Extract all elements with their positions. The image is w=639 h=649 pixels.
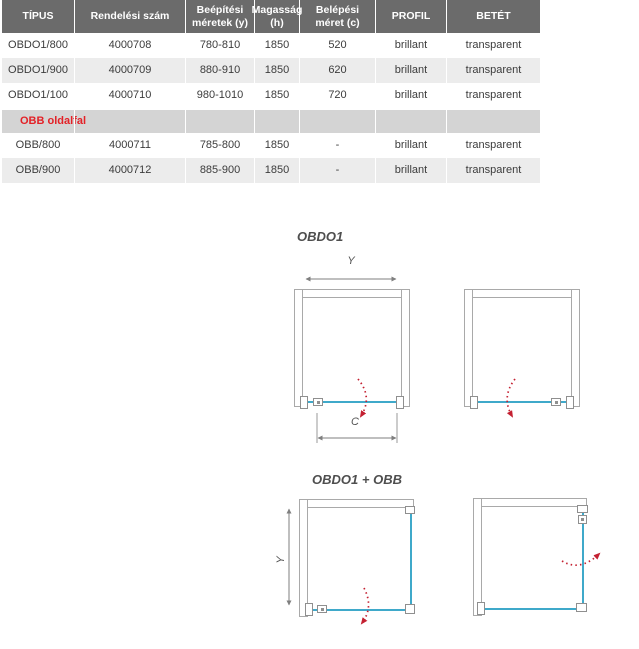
wall-top <box>299 499 414 508</box>
table-cell: 1850 <box>254 158 299 183</box>
frame-top <box>464 289 580 298</box>
dimension-label-y-vertical: Y <box>275 556 287 564</box>
table-cell: 4000711 <box>74 133 185 158</box>
hinge-fitting-left <box>477 602 485 615</box>
table-section-row <box>2 110 540 133</box>
dimension-label-c: C <box>351 416 359 428</box>
table-cell: OBB/900 <box>15 164 61 176</box>
column-header: BETÉT <box>446 0 540 33</box>
corner-fitting-top <box>577 505 588 513</box>
wall-left <box>299 499 308 617</box>
table-cell: transparent <box>446 158 540 183</box>
table-cell: brillant <box>375 158 446 183</box>
wall-left <box>473 498 482 616</box>
table-row <box>2 58 540 83</box>
table-cell: transparent <box>446 83 540 108</box>
table-cell: transparent <box>446 58 540 83</box>
section-label: OBB oldalfal <box>20 115 87 127</box>
table-cell: transparent <box>446 133 540 158</box>
table-cell: 1850 <box>254 83 299 108</box>
table-cell: 620 <box>299 58 375 83</box>
swing-arrow-icon <box>498 375 532 427</box>
column-header: Rendelési szám <box>74 0 185 33</box>
table-row <box>2 83 540 108</box>
table-cell: 520 <box>299 33 375 58</box>
door-handle-icon <box>317 605 327 613</box>
dimension-line-y <box>301 274 401 284</box>
hinge-fitting-right <box>566 396 574 409</box>
table-cell <box>254 110 299 133</box>
table-cell: 720 <box>299 83 375 108</box>
table-cell <box>185 110 254 133</box>
table-cell: 885-900 <box>185 158 254 183</box>
hinge-fitting-left <box>305 603 313 616</box>
table-cell: brillant <box>375 58 446 83</box>
table-cell <box>74 110 185 133</box>
glass-side-panel <box>410 512 412 608</box>
column-header: TÍPUS <box>22 10 54 23</box>
glass-side-panel <box>482 608 584 610</box>
dimension-line-y-vertical <box>283 504 295 610</box>
hinge-fitting-right <box>396 396 404 409</box>
table-cell: 880-910 <box>185 58 254 83</box>
table-row <box>2 158 540 183</box>
hinge-fitting-left <box>300 396 308 409</box>
table-cell: brillant <box>375 133 446 158</box>
column-header: Beépítési méretek (y) <box>185 0 254 33</box>
table-row <box>2 133 540 158</box>
table-cell: OBB/800 <box>15 139 61 151</box>
hinge-fitting-left <box>470 396 478 409</box>
door-handle-icon <box>313 398 323 406</box>
table-row <box>2 33 540 58</box>
dimension-label-y: Y <box>347 255 355 267</box>
door-handle-icon <box>578 515 587 524</box>
swing-arrow-icon <box>558 545 608 573</box>
frame-top <box>294 289 410 298</box>
wall-profile-left <box>294 289 303 407</box>
table-cell: OBDO1/900 <box>8 64 68 76</box>
wall-profile-right <box>401 289 410 407</box>
column-header: Magasság (h) <box>254 0 299 33</box>
table-cell: 780-810 <box>185 33 254 58</box>
table-cell: 4000709 <box>74 58 185 83</box>
corner-fitting-bottom <box>405 604 415 614</box>
table-cell <box>299 110 375 133</box>
swing-arrow-icon <box>350 585 380 633</box>
column-header: PROFIL <box>375 0 446 33</box>
table-header-row <box>2 0 540 33</box>
table-cell <box>375 110 446 133</box>
wall-top <box>473 498 587 507</box>
table-cell: OBDO1/800 <box>8 39 68 51</box>
table-cell: 785-800 <box>185 133 254 158</box>
corner-fitting-top <box>405 506 415 514</box>
table-cell: 1850 <box>254 133 299 158</box>
table-cell: 4000710 <box>74 83 185 108</box>
diagram-group2-title: OBDO1 + OBB <box>312 472 402 487</box>
table-cell: 1850 <box>254 58 299 83</box>
table-cell: 1850 <box>254 33 299 58</box>
table-cell: 4000708 <box>74 33 185 58</box>
diagram-group1-title: OBDO1 <box>297 229 344 244</box>
table-cell: - <box>299 158 375 183</box>
spec-table <box>2 0 540 183</box>
table-cell: - <box>299 133 375 158</box>
table-cell: transparent <box>446 33 540 58</box>
table-cell: brillant <box>375 83 446 108</box>
table-cell <box>446 110 540 133</box>
door-handle-icon <box>551 398 561 406</box>
wall-profile-left <box>464 289 473 407</box>
corner-fitting-bottom <box>576 603 587 612</box>
table-cell: brillant <box>375 33 446 58</box>
wall-profile-right <box>571 289 580 407</box>
column-header: Belépési méret (c) <box>299 0 375 33</box>
table-cell: 4000712 <box>74 158 185 183</box>
table-cell: 980-1010 <box>185 83 254 108</box>
table-cell: OBDO1/100 <box>8 89 68 101</box>
